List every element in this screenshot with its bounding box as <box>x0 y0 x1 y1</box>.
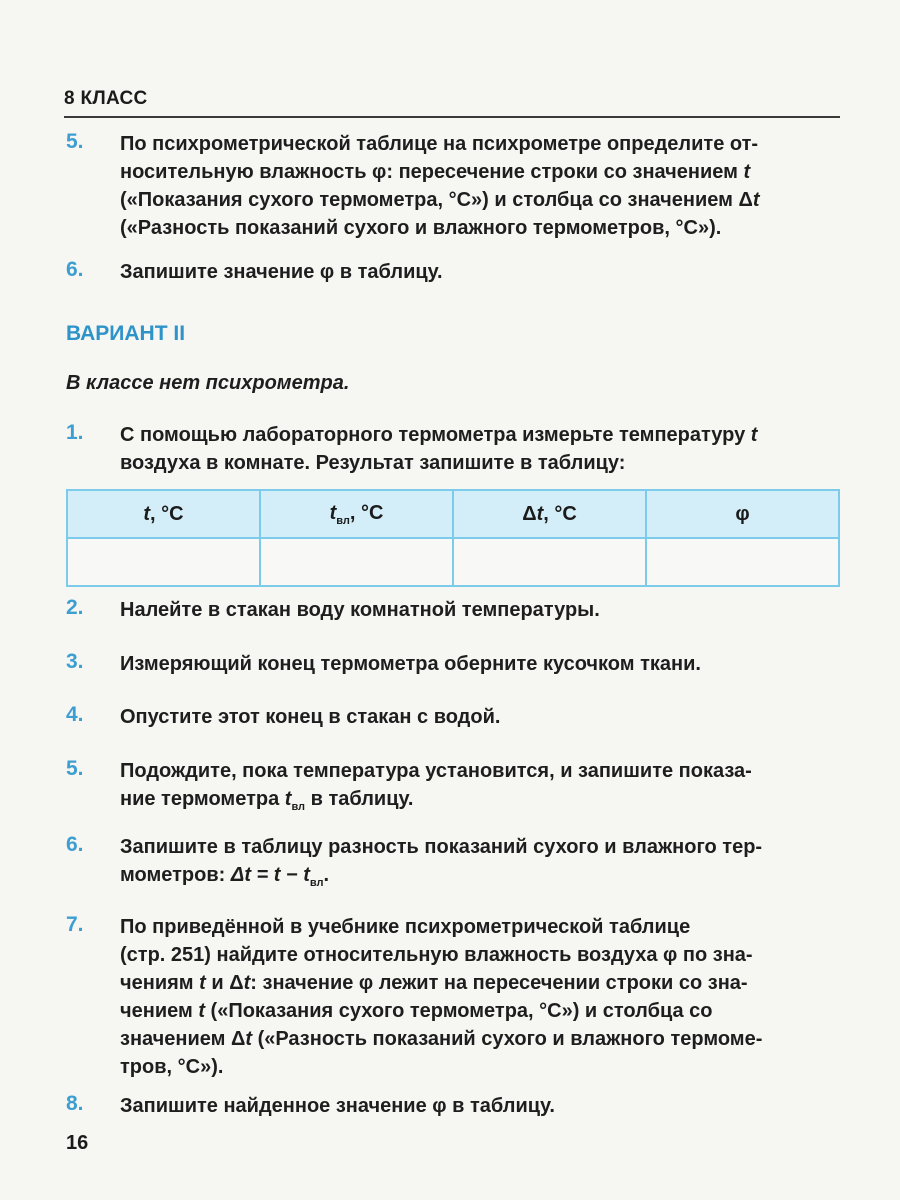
page-header <box>64 88 840 118</box>
item-number: 4. <box>66 703 84 726</box>
list-item-7 <box>66 913 842 1081</box>
table-cell[interactable] <box>67 538 260 586</box>
list-item-6 <box>66 833 842 897</box>
header-cell-t-wet: $t_{вл}$, °С <box>260 490 453 538</box>
variant-note: В классе нет психрометра. <box>66 372 350 394</box>
item-text: Запишите в таблицу разность показаний сухого и влажного тер- мометров: $\Delta t = t - t_{вл}$. <box>120 836 763 889</box>
table-header-row <box>67 490 839 538</box>
table-cell[interactable] <box>260 538 453 586</box>
page-number: 16 <box>66 1132 89 1154</box>
header-cell-t: t, °С <box>67 490 260 538</box>
item-number: 5. <box>66 757 84 780</box>
item-number: 6. <box>66 833 84 856</box>
table-cell[interactable] <box>453 538 646 586</box>
item-text: Измеряющий конец термометра оберните кусочком ткани. <box>120 653 701 675</box>
table-row <box>67 538 839 586</box>
item-number: 5. <box>66 130 84 153</box>
list-item-5 <box>66 757 842 821</box>
list-item-part1-6 <box>66 258 842 286</box>
item-number: 8. <box>66 1092 84 1115</box>
item-text: Налейте в стакан воду комнатной температуры. <box>120 599 600 621</box>
measurement-table <box>66 489 840 587</box>
formula: Δt = t − t <box>230 864 310 886</box>
item-number: 7. <box>66 913 84 936</box>
header-title: 8 КЛАСС <box>64 88 148 109</box>
item-number: 3. <box>66 650 84 673</box>
item-number: 1. <box>66 421 84 444</box>
list-item-part1-5 <box>66 130 842 242</box>
item-text: По психрометрической таблице на психрометре определите от- носительную влажность φ: пересечение строки со значением t («Показания сухого термометра, °С») и столбца со значением Δt («Разность показаний сухого и влажного термометров, °С»). <box>120 133 760 239</box>
item-number: 2. <box>66 596 84 619</box>
list-item-4 <box>66 703 842 731</box>
variant-title: ВАРИАНТ II <box>66 322 186 345</box>
list-item-8 <box>66 1092 842 1120</box>
item-text: Подождите, пока температура установится, и запишите показа- ние термометра $t_{вл}$ в таблицу. <box>120 760 752 813</box>
item-text: Запишите найденное значение φ в таблицу. <box>120 1095 555 1117</box>
table-cell[interactable] <box>646 538 839 586</box>
list-item-2 <box>66 596 842 624</box>
list-item-1 <box>66 421 842 477</box>
list-item-3 <box>66 650 842 678</box>
item-text: Запишите значение φ в таблицу. <box>120 261 443 283</box>
header-cell-phi: φ <box>646 490 839 538</box>
item-number: 6. <box>66 258 84 281</box>
item-text: По приведённой в учебнике психрометрической таблице (стр. 251) найдите относительную влажность воздуха φ по зна- чениям t и Δt: значение φ лежит на пересечении строки со зна- чением t («Показания сухого термометра, °С») и столбца со значением Δt («Разность показаний сухого и влажного термоме- тров, °С»). <box>120 916 763 1078</box>
header-cell-delta-t: Δt, °С <box>453 490 646 538</box>
item-text: С помощью лабораторного термометра измерьте температуру t воздуха в комнате. Результат запишите в таблицу: <box>120 424 758 474</box>
item-text: Опустите этот конец в стакан с водой. <box>120 706 501 728</box>
